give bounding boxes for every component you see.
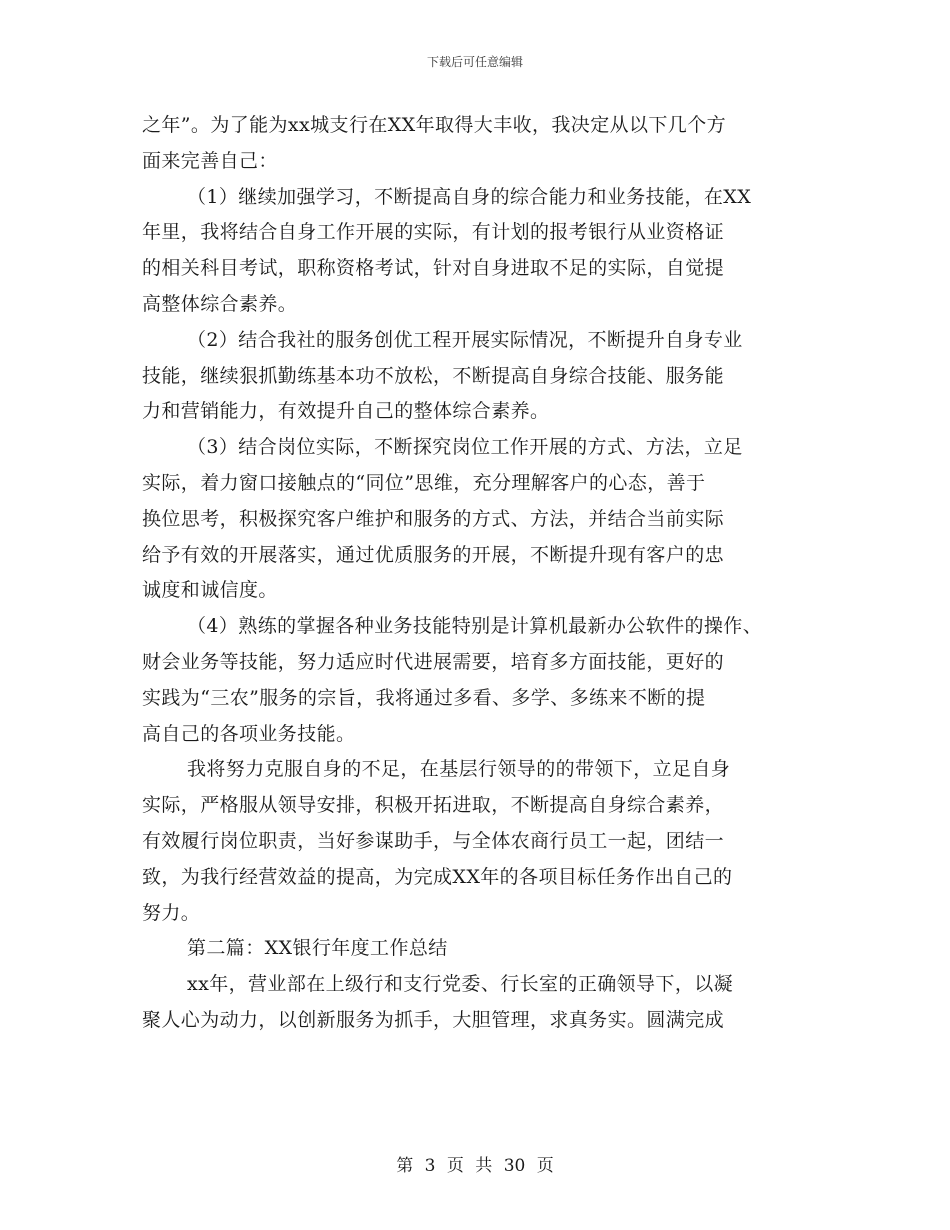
- paragraph-start: 我将努力克服自身的不足，在基层行领导的的带领下，立足自身: [187, 758, 731, 781]
- text-line: 之年”。为了能为xx城支行在XX年取得大丰收，我决定从以下几个方: [142, 114, 726, 136]
- text-line: 技能，继续狠抓勤练基本功不放松，不断提高自身综合技能、服务能: [142, 364, 725, 387]
- page-number: 第 3 页 共 30 页: [396, 1156, 554, 1176]
- paragraph-start: xx年，营业部在上级行和支行党委、行长室的正确领导下，以凝: [187, 973, 734, 996]
- text-line: 聚人心为动力，以创新服务为抓手，大胆管理，求真务实。圆满完成: [142, 1008, 725, 1031]
- text-line: 年里，我将结合自身工作开展的实际，有计划的报考银行从业资格证: [142, 221, 725, 244]
- text-line: 实际，着力窗口接触点的“同位”思维，充分理解客户的心态，善于: [142, 471, 706, 494]
- text-line: 的相关科目考试，职称资格考试，针对自身进取不足的实际，自觉提: [142, 257, 725, 280]
- text-line: 换位思考，积极探究客户维护和服务的方式、方法，并结合当前实际: [142, 507, 725, 530]
- text-line: 实践为“三农”服务的宗旨，我将通过多看、多学、多练来不断的提: [142, 686, 706, 709]
- text-line: 诚度和诚信度。: [142, 579, 278, 602]
- list-item-1: （1）继续加强学习，不断提高自身的综合能力和业务技能，在XX: [187, 185, 752, 208]
- list-item-2: （2）结合我社的服务创优工程开展实际情况，不断提升自身专业: [187, 328, 743, 351]
- text-line: 实际，严格服从领导安排，积极开拓进取，不断提高自身综合素养，: [142, 794, 725, 817]
- page-header: 下载后可任意编辑: [426, 55, 523, 69]
- text-line: 致，为我行经营效益的提高，为完成XX年的各项目标任务作出自己的: [142, 865, 733, 888]
- section-heading: 第二篇：XX银行年度工作总结: [187, 937, 448, 960]
- text-line: 力和营销能力，有效提升自己的整体综合素养。: [142, 400, 550, 423]
- text-line: 高自己的各项业务技能。: [142, 722, 356, 745]
- document-body: [142, 108, 822, 1039]
- list-item-3: （3）结合岗位实际，不断探究岗位工作开展的方式、方法，立足: [187, 436, 743, 459]
- text-line: 高整体综合素养。: [142, 292, 298, 315]
- list-item-4: （4）熟练的掌握各种业务技能特别是计算机最新办公软件的操作、: [187, 615, 763, 638]
- text-line: 给予有效的开展落实，通过优质服务的开展，不断提升现有客户的忠: [142, 543, 725, 566]
- text-line: 有效履行岗位职责，当好参谋助手，与全体农商行员工一起，团结一: [142, 829, 725, 852]
- text-line: 面来完善自己：: [142, 149, 278, 172]
- text-line: 努力。: [142, 901, 201, 924]
- text-line: 财会业务等技能，努力适应时代进展需要，培育多方面技能，更好的: [142, 650, 725, 673]
